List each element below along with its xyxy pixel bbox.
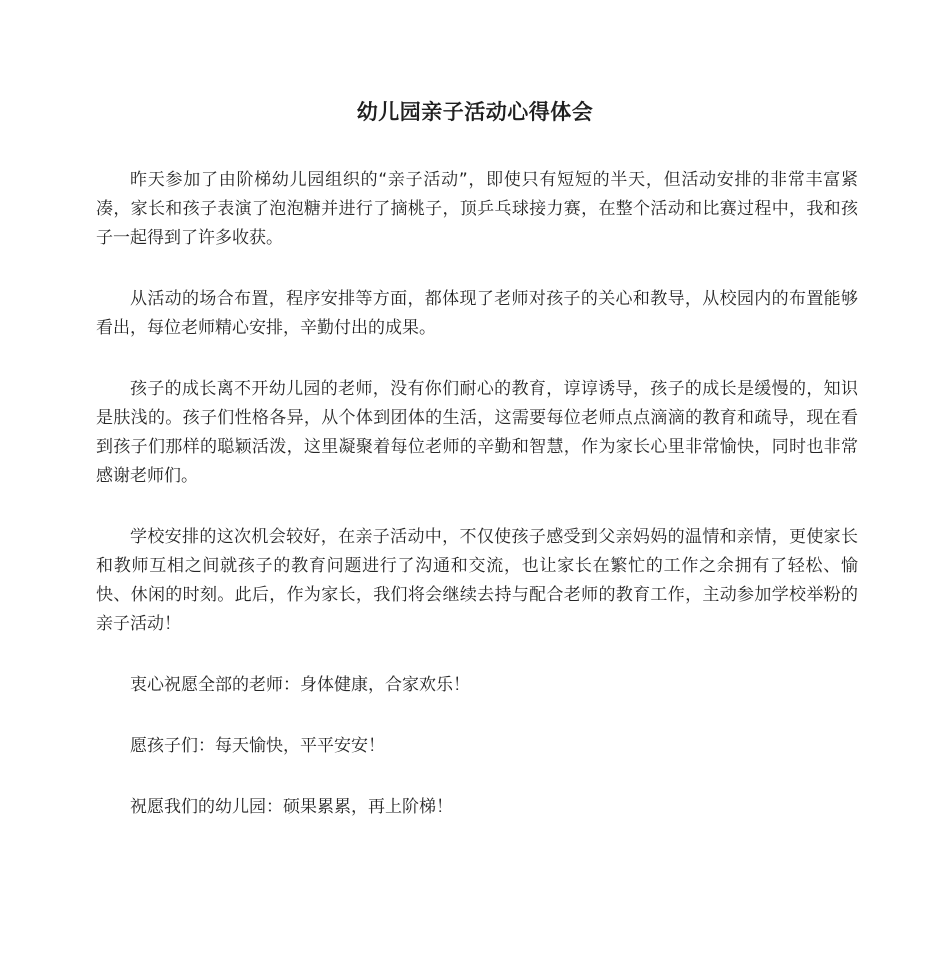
paragraph-1: 昨天参加了由阶梯幼儿园组织的“亲子活动”，即使只有短短的半天，但活动安排的非常丰富紧凑，家长和孩子表演了泡泡糖并进行了摘桃子，顶乒乓球接力赛，在整个活动和比赛过程中，我和孩子一起得到了许多收获。 xyxy=(96,170,858,248)
paragraph-4: 学校安排的这次机会较好，在亲子活动中，不仅使孩子感受到父亲妈妈的温情和亲情，更使家长和教师互相之间就孩子的教育问题进行了沟通和交流，也让家长在繁忙的工作之余拥有了轻松、愉快、休闲的时刻。此后，作为家长，我们将会继续去持与配合老师的教育工作，主动参加学校举粉的亲子活动！ xyxy=(96,527,858,634)
paragraph-7: 祝愿我们的幼儿园：硕果累累，再上阶梯！ xyxy=(130,797,453,817)
document-title: 幼儿园亲子活动心得体会 xyxy=(356,100,594,124)
paragraph-2: 从活动的场合布置，程序安排等方面，都体现了老师对孩子的关心和教导，从校园内的布置能够看出，每位老师精心安排，辛勤付出的成果。 xyxy=(96,289,858,338)
paragraph-3: 孩子的成长离不开幼儿园的老师，没有你们耐心的教育，谆谆诱导，孩子的成长是缓慢的，知识是肤浅的。孩子们性格各异，从个体到团体的生活，这需要每位老师点点滴滴的教育和疏导，现在看到孩子们那样的聪颖活泼，这里凝聚着每位老师的辛勤和智慧，作为家长心里非常愉快，同时也非常感谢老师们。 xyxy=(96,379,858,486)
paragraph-6: 愿孩子们：每天愉快，平平安安！ xyxy=(130,736,385,756)
document-body xyxy=(96,166,858,854)
paragraph-5: 衷心祝愿全部的老师：身体健康，合家欢乐！ xyxy=(130,675,470,695)
